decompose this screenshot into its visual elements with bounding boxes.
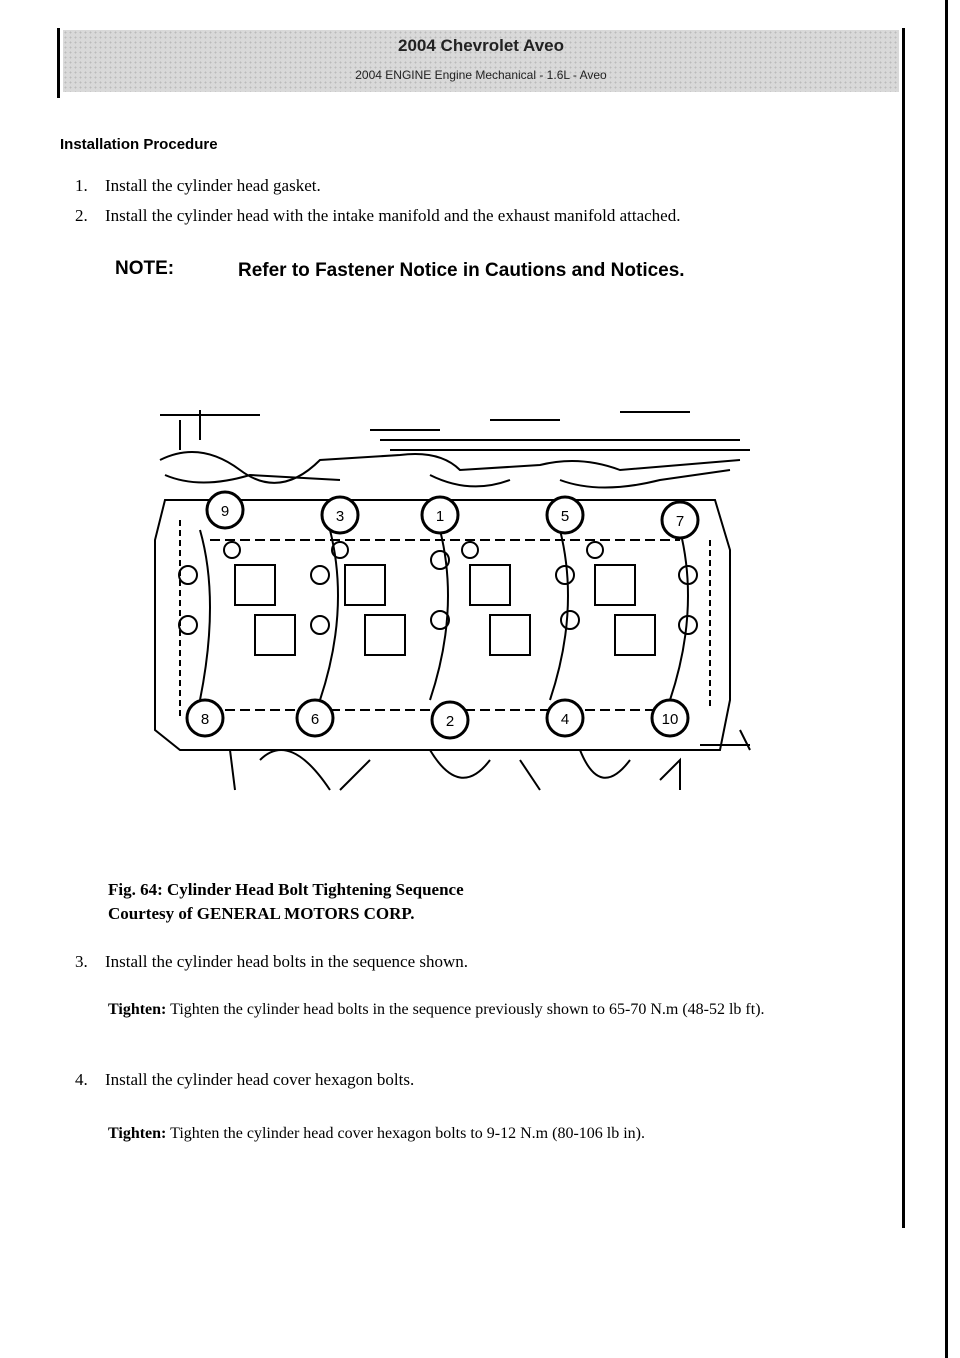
step-text: Install the cylinder head gasket.: [105, 176, 321, 195]
note-label: NOTE:: [115, 258, 175, 279]
caption-title: Fig. 64: Cylinder Head Bolt Tightening Sequence: [108, 880, 464, 899]
callout-8: 8: [200, 711, 210, 728]
callout-6: 6: [310, 711, 320, 728]
header-subtitle: 2004 ENGINE Engine Mechanical - 1.6L - Aveo: [355, 68, 607, 82]
step-3: [75, 952, 468, 972]
callout-9: 9: [220, 503, 230, 520]
section-title: Installation Procedure: [60, 136, 218, 153]
step-text: Install the cylinder head cover hexagon bolts.: [105, 1070, 415, 1089]
figure-caption: [108, 878, 464, 926]
callout-10: 10: [661, 711, 679, 728]
step-1: [75, 176, 321, 196]
step-4: [75, 1070, 414, 1090]
tighten-step-3: [108, 998, 868, 1022]
tighten-text: Tighten the cylinder head bolts in the sequence previously shown to 65-70 N.m (48-52 lb ft).: [170, 1001, 765, 1018]
left-rule: [57, 28, 60, 98]
right-border: [945, 0, 948, 1358]
step-text: Install the cylinder head bolts in the sequence shown.: [105, 952, 469, 971]
callout-3: 3: [335, 508, 345, 525]
step-number: 3.: [75, 952, 88, 971]
tighten-text: Tighten the cylinder head cover hexagon bolts to 9-12 N.m (80-106 lb in).: [170, 1125, 645, 1142]
page-header: [63, 30, 899, 92]
tighten-label: Tighten:: [108, 1125, 167, 1142]
tighten-label: Tighten:: [108, 1001, 167, 1018]
step-text: Install the cylinder head with the intake manifold and the exhaust manifold attached.: [105, 206, 681, 225]
step-number: 1.: [75, 176, 88, 195]
caption-credit: Courtesy of GENERAL MOTORS CORP.: [108, 904, 415, 923]
header-title: 2004 Chevrolet Aveo: [398, 36, 564, 55]
callout-2: 2: [445, 713, 455, 730]
callout-5: 5: [560, 508, 570, 525]
step-number: 4.: [75, 1070, 88, 1089]
step-number: 2.: [75, 206, 88, 225]
callout-7: 7: [675, 513, 685, 530]
step-2: [75, 206, 680, 226]
callout-1: 1: [435, 508, 445, 525]
tighten-step-4: [108, 1122, 868, 1146]
right-rule: [902, 28, 905, 1228]
note-text: Refer to Fastener Notice in Cautions and Notices.: [238, 260, 685, 281]
callout-4: 4: [560, 711, 570, 728]
cylinder-head-figure: [140, 400, 760, 800]
